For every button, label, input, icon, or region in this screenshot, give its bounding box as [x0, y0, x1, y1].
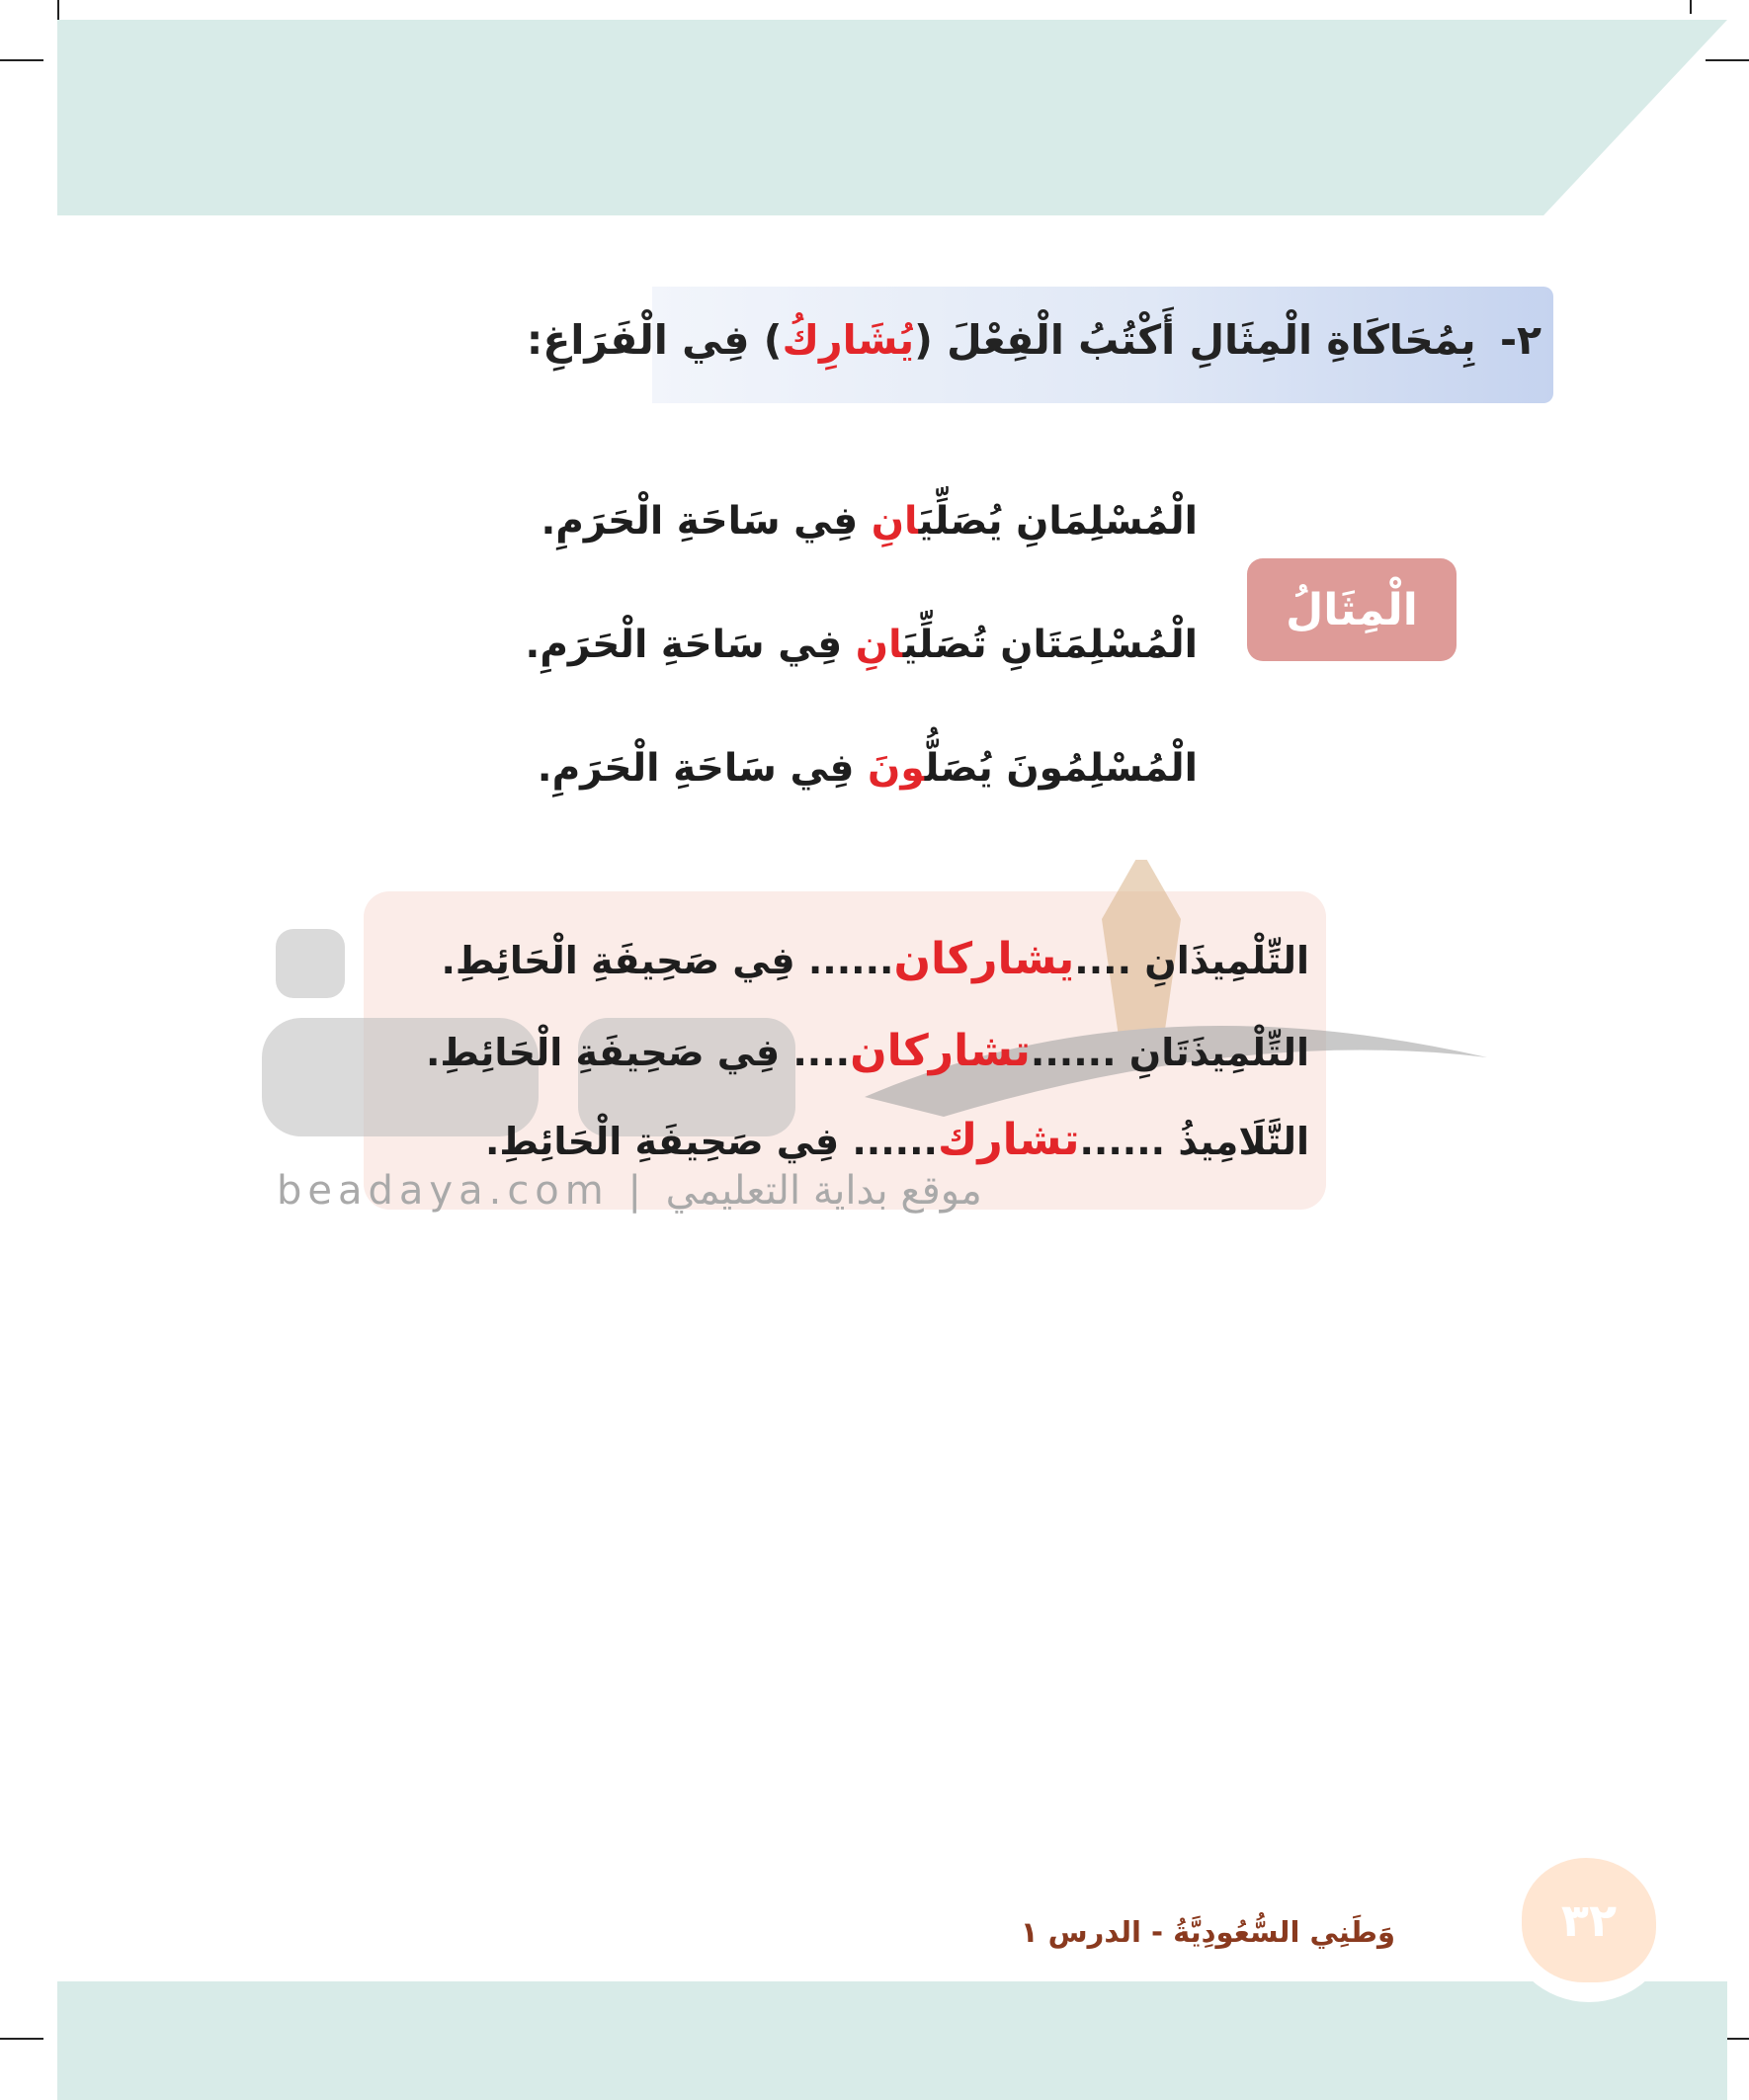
- example-line-start: الْمُسْلِمَتَانِ تُصَلِّيَ: [902, 623, 1198, 667]
- crop-mark: [1706, 59, 1749, 61]
- instruction-verb: يُشَارِكُ: [782, 316, 915, 364]
- exercise-row: [485, 1115, 1309, 1165]
- watermark-text: beadaya.com | موقع بداية التعليمي: [277, 1168, 982, 1214]
- example-label: الْمِثَالُ: [1247, 558, 1457, 661]
- exercise-subject: التِّلْمِيذَتَانِ: [1128, 1031, 1309, 1074]
- exercise-row: [441, 934, 1309, 984]
- answer-verb: تشارك: [938, 1115, 1080, 1165]
- example-line-start: الْمُسْلِمُونَ يُصَلُّ: [924, 746, 1198, 791]
- exercise-subject: التَّلَامِيذُ: [1178, 1120, 1309, 1163]
- watermark-logo: [252, 860, 1497, 1156]
- exercise-subject: التِّلْمِيذَانِ: [1144, 939, 1309, 982]
- blank-dots: ....: [1074, 939, 1132, 982]
- example-line: [541, 499, 1198, 544]
- watermark-dot-shape: [276, 929, 345, 998]
- answer-verb: تشاركان: [850, 1026, 1031, 1076]
- exercise-end: فِي صَحِيفَةِ الْحَائِطِ.: [425, 1031, 781, 1074]
- blank-dots: ......: [1030, 1031, 1117, 1074]
- crop-mark: [1690, 0, 1692, 14]
- instruction-text-after: ) فِي الْفَرَاغِ:: [526, 316, 783, 364]
- question-number: ٢-: [1499, 316, 1541, 364]
- example-line-start: الْمُسْلِمَانِ يُصَلِّيَ: [918, 499, 1198, 544]
- blank-dots: ......: [852, 1120, 938, 1163]
- exercise-end: فِي صَحِيفَةِ الْحَائِطِ.: [484, 1120, 840, 1163]
- example-line-ending: انِ: [871, 499, 919, 544]
- example-line-end: فِي سَاحَةِ الْحَرَمِ.: [537, 746, 869, 791]
- crop-mark: [0, 59, 43, 61]
- example-line-end: فِي سَاحَةِ الْحَرَمِ.: [541, 499, 872, 544]
- example-line-ending: انِ: [855, 623, 903, 667]
- exercise-row: [426, 1026, 1309, 1076]
- crop-mark: [0, 2038, 43, 2040]
- instruction-text: [527, 316, 1541, 364]
- footer-title: وَطَنِي السُّعُودِيَّةُ - الدرس ١: [1020, 1915, 1395, 1949]
- example-line-end: فِي سَاحَةِ الْحَرَمِ.: [525, 623, 856, 667]
- footer-band: [57, 1981, 1727, 2100]
- exercise-end: فِي صَحِيفَةِ الْحَائِطِ.: [441, 939, 795, 982]
- page-number: ٣٢: [1522, 1858, 1656, 1982]
- example-line-ending: ونَ: [868, 746, 925, 791]
- instruction-text-before: بِمُحَاكَاةِ الْمِثَالِ أَكْتُبُ الْفِعْلَ (: [914, 316, 1476, 364]
- header-band: [57, 20, 1727, 215]
- example-line: [526, 623, 1198, 667]
- blank-dots: ......: [1079, 1120, 1166, 1163]
- answer-verb: يشاركان: [893, 934, 1075, 984]
- blank-dots: ....: [792, 1031, 851, 1074]
- blank-dots: ......: [807, 939, 894, 982]
- example-line: [538, 746, 1198, 791]
